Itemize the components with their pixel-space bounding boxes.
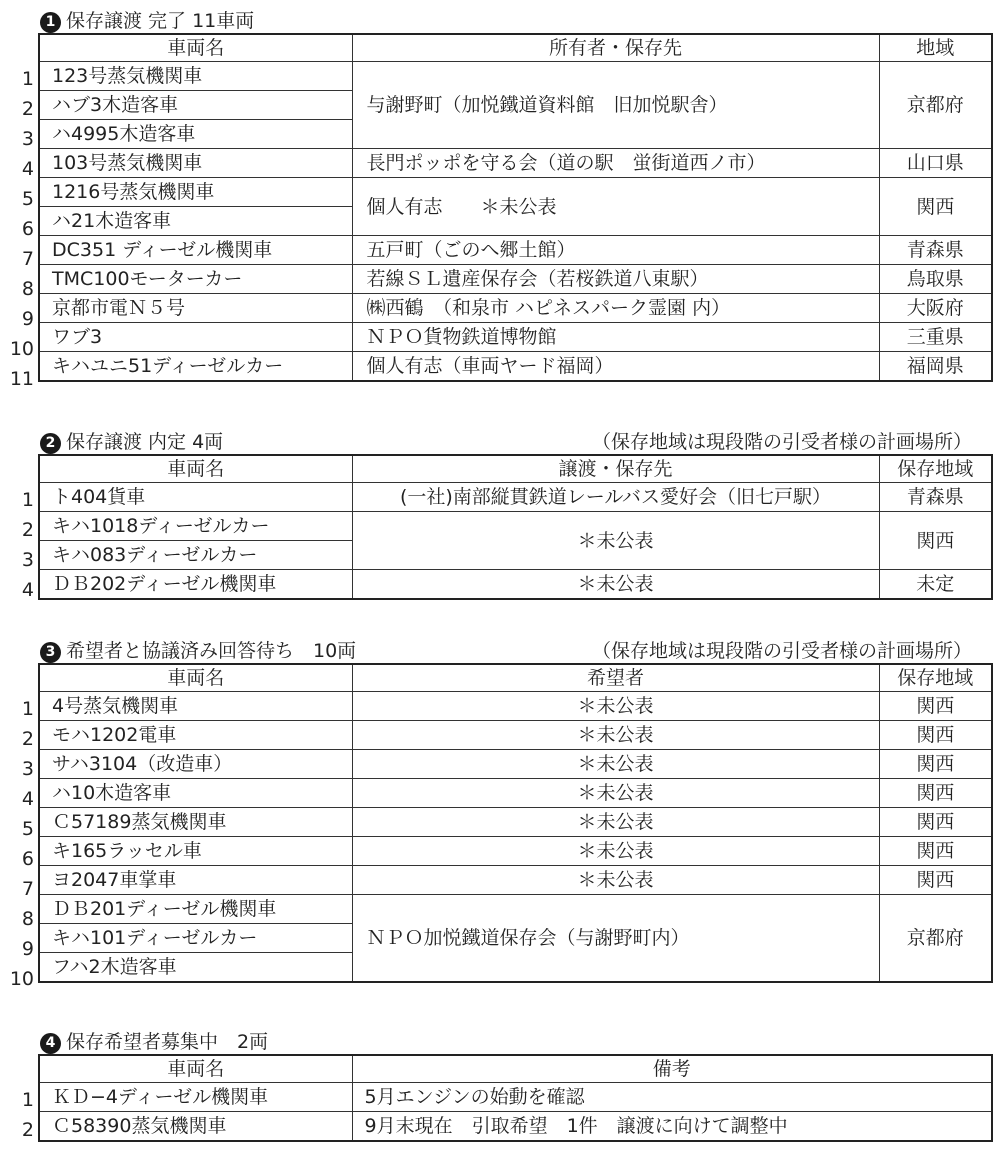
- remark-cell: 5月エンジンの始動を確認: [352, 1083, 992, 1112]
- vehicle-name: ハ4995木造客車: [39, 120, 352, 149]
- owner-cell: ＊未公表: [352, 837, 879, 866]
- section-title-text: 保存譲渡 完了 11車両: [66, 10, 255, 32]
- column-header: 所有者・保存先: [352, 34, 879, 62]
- row-number: 5: [21, 188, 34, 210]
- row-number: 1: [21, 698, 34, 720]
- table-row: [39, 750, 992, 779]
- section-title: [40, 636, 356, 663]
- section-number-badge: 2: [40, 433, 61, 454]
- region-cell: 大阪府: [879, 294, 992, 323]
- row-number: 8: [21, 908, 34, 930]
- row-number: 2: [21, 728, 34, 750]
- table-row: [39, 294, 992, 323]
- section-title-text: 保存希望者募集中 2両: [66, 1031, 269, 1053]
- row-number: 7: [21, 248, 34, 270]
- row-number: 8: [21, 278, 34, 300]
- vehicle-name: ハ21木造客車: [39, 207, 352, 236]
- vehicle-name: Ｃ57189蒸気機関車: [39, 808, 352, 837]
- section-title: [40, 6, 254, 33]
- section-header: [0, 1024, 1000, 1054]
- section-number-badge: 3: [40, 642, 61, 663]
- row-number: 10: [9, 968, 34, 990]
- section-title: [40, 427, 223, 454]
- table-row: [39, 265, 992, 294]
- section-note: （保存地域は現段階の引受者様の計画場所）: [591, 640, 972, 662]
- column-header: 譲渡・保存先: [352, 455, 879, 483]
- table-row: [39, 837, 992, 866]
- vehicle-name: 103号蒸気機関車: [39, 149, 352, 178]
- row-number: 3: [21, 758, 34, 780]
- vehicle-name: 京都市電Ｎ５号: [39, 294, 352, 323]
- region-cell: 関西: [879, 721, 992, 750]
- row-number: 9: [21, 308, 34, 330]
- row-number: 4: [21, 788, 34, 810]
- owner-cell: ＊未公表: [352, 512, 879, 570]
- row-number: 4: [21, 579, 34, 601]
- section-title-text: 希望者と協議済み回答待ち 10両: [66, 640, 357, 662]
- section-note: （保存地域は現段階の引受者様の計画場所）: [591, 431, 972, 453]
- vehicle-name: 4号蒸気機関車: [39, 692, 352, 721]
- region-cell: 関西: [879, 837, 992, 866]
- region-cell: 京都府: [879, 895, 992, 983]
- column-header: 保存地域: [879, 664, 992, 692]
- vehicle-name: ＫＤ−4ディーゼル機関車: [39, 1083, 352, 1112]
- region-cell: 青森県: [879, 236, 992, 265]
- table-row: [39, 483, 992, 512]
- region-cell: 青森県: [879, 483, 992, 512]
- vehicle-name: キ165ラッセル車: [39, 837, 352, 866]
- table-row: [39, 178, 992, 207]
- row-number: 1: [21, 68, 34, 90]
- table-row: [39, 512, 992, 541]
- table-row: [39, 570, 992, 600]
- table-header-row: [39, 664, 992, 692]
- owner-cell: ＊未公表: [352, 750, 879, 779]
- section-title: [40, 1027, 268, 1054]
- row-number: 4: [21, 158, 34, 180]
- vehicle-name: TMC100モーターカー: [39, 265, 352, 294]
- owner-cell: 与謝野町（加悦鐵道資料館 旧加悦駅舎）: [352, 62, 879, 149]
- row-number: 5: [21, 818, 34, 840]
- vehicle-name: モハ1202電車: [39, 721, 352, 750]
- region-cell: 関西: [879, 779, 992, 808]
- row-number: 1: [21, 489, 34, 511]
- section-title-text: 保存譲渡 内定 4両: [66, 431, 224, 453]
- row-number: 10: [9, 338, 34, 360]
- column-header: 希望者: [352, 664, 879, 692]
- row-number: 1: [21, 1089, 34, 1111]
- region-cell: 三重県: [879, 323, 992, 352]
- row-number: 7: [21, 878, 34, 900]
- vehicle-table: [38, 1054, 993, 1142]
- table-row: [39, 779, 992, 808]
- region-cell: 関西: [879, 808, 992, 837]
- row-number: 3: [21, 549, 34, 571]
- table-row: [39, 1083, 992, 1112]
- table-row: [39, 1112, 992, 1142]
- owner-cell: ＊未公表: [352, 692, 879, 721]
- row-number: 9: [21, 938, 34, 960]
- vehicle-name: DC351 ディーゼル機関車: [39, 236, 352, 265]
- region-cell: 山口県: [879, 149, 992, 178]
- vehicle-name: ＤＢ202ディーゼル機関車: [39, 570, 352, 600]
- section-number-badge: 1: [40, 12, 61, 33]
- owner-cell: 若線ＳＬ遺産保存会（若桜鉄道八東駅）: [352, 265, 879, 294]
- row-number: 2: [21, 98, 34, 120]
- column-header: 車両名: [39, 34, 352, 62]
- table-row: [39, 149, 992, 178]
- table-row: [39, 721, 992, 750]
- table-row: [39, 866, 992, 895]
- region-cell: 未定: [879, 570, 992, 600]
- section-header: [0, 633, 1000, 663]
- table-row: [39, 692, 992, 721]
- table-row: [39, 236, 992, 265]
- owner-cell: 個人有志 ＊未公表: [352, 178, 879, 236]
- vehicle-name: サハ3104（改造車）: [39, 750, 352, 779]
- vehicle-name: 1216号蒸気機関車: [39, 178, 352, 207]
- vehicle-name: 123号蒸気機関車: [39, 62, 352, 91]
- table-row: [39, 895, 992, 924]
- owner-cell: ＮＰＯ加悦鐵道保存会（与謝野町内）: [352, 895, 879, 983]
- region-cell: 京都府: [879, 62, 992, 149]
- row-number: 6: [21, 848, 34, 870]
- owner-cell: ＮＰＯ貨物鉄道博物館: [352, 323, 879, 352]
- owner-cell: 個人有志（車両ヤード福岡）: [352, 352, 879, 382]
- vehicle-table: [38, 454, 993, 600]
- section-3: [0, 633, 1000, 990]
- section-header: [0, 424, 1000, 454]
- column-header: 車両名: [39, 455, 352, 483]
- owner-cell: (一社)南部縦貫鉄道レールバス愛好会（旧七戸駅）: [352, 483, 879, 512]
- vehicle-name: フハ2木造客車: [39, 953, 352, 983]
- owner-cell: ＊未公表: [352, 808, 879, 837]
- vehicle-name: ト404貨車: [39, 483, 352, 512]
- table-row: [39, 352, 992, 382]
- column-header: 車両名: [39, 664, 352, 692]
- vehicle-name: ＤＢ201ディーゼル機関車: [39, 895, 352, 924]
- owner-cell: 長門ポッポを守る会（道の駅 蛍街道西ノ市）: [352, 149, 879, 178]
- table-header-row: [39, 1055, 992, 1083]
- vehicle-name: キハ1018ディーゼルカー: [39, 512, 352, 541]
- region-cell: 関西: [879, 750, 992, 779]
- region-cell: 鳥取県: [879, 265, 992, 294]
- row-number: 2: [21, 1119, 34, 1141]
- vehicle-name: ヨ2047車掌車: [39, 866, 352, 895]
- region-cell: 関西: [879, 512, 992, 570]
- column-header: 備考: [352, 1055, 992, 1083]
- table-header-row: [39, 455, 992, 483]
- owner-cell: ㈱西鶴 （和泉市 ハピネスパーク霊園 内）: [352, 294, 879, 323]
- vehicle-name: ハブ3木造客車: [39, 91, 352, 120]
- vehicle-table: [38, 33, 993, 382]
- row-number: 3: [21, 128, 34, 150]
- region-cell: 関西: [879, 692, 992, 721]
- section-4: [0, 1024, 1000, 1141]
- section-header: [0, 3, 1000, 33]
- row-number: 11: [9, 368, 34, 390]
- table-header-row: [39, 34, 992, 62]
- vehicle-name: Ｃ58390蒸気機関車: [39, 1112, 352, 1142]
- owner-cell: ＊未公表: [352, 721, 879, 750]
- section-number-badge: 4: [40, 1033, 61, 1054]
- region-cell: 関西: [879, 866, 992, 895]
- owner-cell: ＊未公表: [352, 570, 879, 600]
- vehicle-name: ハ10木造客車: [39, 779, 352, 808]
- column-header: 車両名: [39, 1055, 352, 1083]
- table-row: [39, 808, 992, 837]
- vehicle-name: キハユニ51ディーゼルカー: [39, 352, 352, 382]
- vehicle-table: [38, 663, 993, 983]
- vehicle-name: ワブ3: [39, 323, 352, 352]
- column-header: 地域: [879, 34, 992, 62]
- table-row: [39, 62, 992, 91]
- vehicle-name: キハ083ディーゼルカー: [39, 541, 352, 570]
- region-cell: 関西: [879, 178, 992, 236]
- section-1: [0, 3, 1000, 390]
- owner-cell: 五戸町（ごのへ郷土館）: [352, 236, 879, 265]
- table-row: [39, 323, 992, 352]
- row-number: 2: [21, 519, 34, 541]
- owner-cell: ＊未公表: [352, 866, 879, 895]
- column-header: 保存地域: [879, 455, 992, 483]
- vehicle-name: キハ101ディーゼルカー: [39, 924, 352, 953]
- row-number: 6: [21, 218, 34, 240]
- region-cell: 福岡県: [879, 352, 992, 382]
- section-2: [0, 424, 1000, 601]
- owner-cell: ＊未公表: [352, 779, 879, 808]
- remark-cell: 9月末現在 引取希望 1件 譲渡に向けて調整中: [352, 1112, 992, 1142]
